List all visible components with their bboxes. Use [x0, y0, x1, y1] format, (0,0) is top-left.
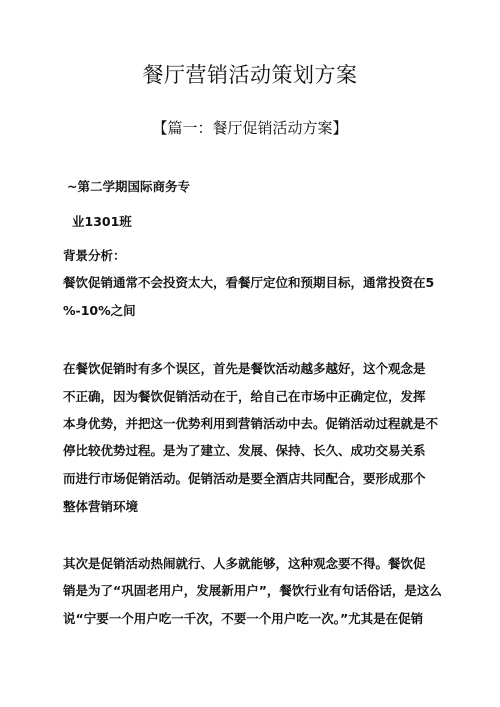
background-heading: 背景分析： — [63, 248, 126, 263]
paragraph2-line-2: 不正确，因为餐饮促销活动在于，给自己在市场中正确定位，发挥 — [63, 389, 426, 404]
paragraph2-line-1: 在餐饮促销时有多个误区，首先是餐饮活动越多越好，这个观念是 — [63, 361, 426, 376]
paragraph3-line-3: 说“宁要一个用户吃一千次，不要一个用户吃一次。”尤其是在促销 — [63, 611, 424, 626]
class-info-line-1: ~第二学期国际商务专 — [67, 179, 190, 194]
document-title: 餐厅营销活动策划方案 — [142, 63, 358, 87]
paragraph2-line-6: 整体营销环境 — [63, 499, 139, 514]
paragraph2-line-5: 而进行市场促销活动。促销活动是要全酒店共同配合，要形成那个 — [63, 471, 426, 486]
paragraph1-line-2: %-10%之间 — [63, 303, 136, 318]
paragraph1-line-1: 餐饮促销通常不会投资太大，看餐厅定位和预期目标，通常投资在5 — [63, 275, 435, 290]
paragraph3-line-2: 销是为了“巩固老用户，发展新用户”，餐饮行业有句话俗话，是这么 — [63, 583, 442, 598]
paragraph2-line-4: 停比较优势过程。是为了建立、发展、保持、长久、成功交易关系 — [63, 443, 426, 458]
class-info-line-2: 业1301班 — [72, 214, 132, 229]
paragraph3-line-1: 其次是促销活动热闹就行、人多就能够，这种观念要不得。餐饮促 — [63, 556, 426, 571]
document-subtitle: 【篇一：餐厅促销活动方案】 — [152, 119, 348, 137]
paragraph2-line-3: 本身优势，并把这一优势利用到营销活动中去。促销活动过程就是不 — [63, 416, 439, 431]
